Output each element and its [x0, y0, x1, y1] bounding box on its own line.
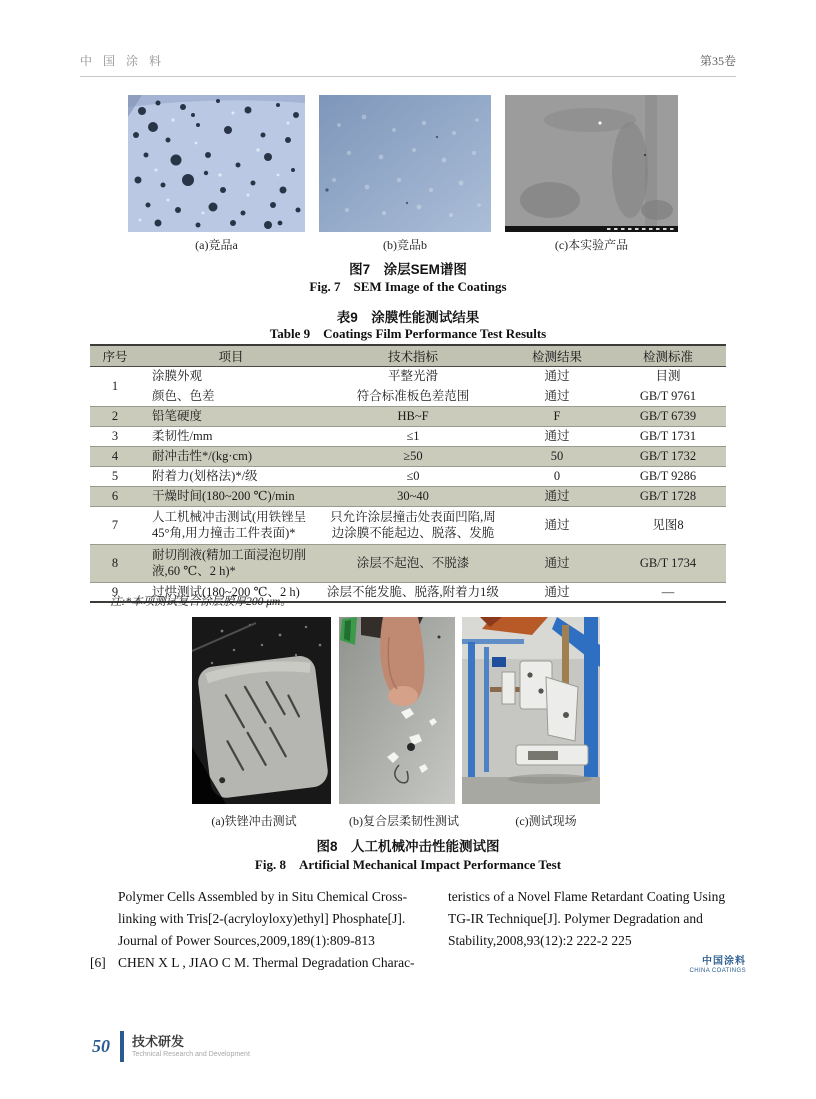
- col-header-no: 序号: [90, 345, 140, 366]
- cell-item: 耐冲击性*/(kg·cm): [140, 446, 322, 466]
- cell-result: 通过: [544, 369, 570, 384]
- table-row: [90, 386, 726, 406]
- china-coatings-logo: [448, 957, 750, 974]
- cell-no: 3: [90, 426, 140, 446]
- table-row: [90, 486, 726, 506]
- cell-result: 通过: [504, 426, 610, 446]
- cell-result: 通过: [504, 486, 610, 506]
- cell-item: 柔韧性/mm: [140, 426, 322, 446]
- journal-name: 中 国 涂 料: [80, 54, 166, 68]
- figure8-caption-zh: 图8 人工机械冲击性能测试图: [316, 839, 500, 854]
- table-row: [90, 466, 726, 486]
- fig7-label-b: (b)竞品b: [383, 238, 427, 252]
- reference-line: CHEN X L , JIAO C M. Thermal Degradation Charac-: [118, 955, 415, 970]
- cell-no: 7: [90, 506, 140, 544]
- cell-result: 通过: [504, 506, 610, 544]
- cell-standard: GB/T 1728: [610, 486, 726, 506]
- cell-result: 50: [504, 446, 610, 466]
- reference-line: Journal of Power Sources,2009,189(1):809-813: [118, 933, 375, 948]
- section-title-en: Technical Research and Development: [132, 1051, 250, 1058]
- table-row: [90, 506, 726, 544]
- photo-iron-file-impact-test: [192, 617, 331, 804]
- logo-zh-text: 中国涂料: [702, 956, 746, 967]
- cell-result: 通过: [504, 544, 610, 582]
- sem-image-experimental-product: [505, 95, 678, 232]
- photo-test-site: [462, 617, 600, 804]
- reference-line: Stability,2008,93(12):2 222-2 225: [448, 933, 632, 948]
- references-section: [90, 886, 750, 974]
- references-right-column: [448, 886, 750, 974]
- reference-line: linking with Tris[2-(acryloyloxy)ethyl] Phosphate[J].: [118, 911, 406, 926]
- reference-line: Polymer Cells Assembled by in Situ Chemical Cross-: [118, 889, 408, 904]
- table9-footnote: 注:*本项测试复合涂层膜厚200 μm。: [110, 596, 292, 608]
- figure8-images: [192, 617, 600, 804]
- cell-no: 4: [90, 446, 140, 466]
- cell-spec: 符合标准板色差范围: [356, 388, 470, 403]
- cell-no: 5: [90, 466, 140, 486]
- cell-spec: HB~F: [322, 406, 504, 426]
- table-row: [90, 406, 726, 426]
- performance-test-table: [90, 344, 726, 603]
- cell-result: 0: [504, 466, 610, 486]
- figure7-caption-en: Fig. 7 SEM Image of the Coatings: [309, 279, 507, 294]
- cell-no: 9: [90, 582, 140, 602]
- cell-item: 涂膜外观: [152, 369, 203, 384]
- cell-no: 1: [111, 378, 119, 393]
- cell-result: F: [504, 406, 610, 426]
- cell-no: 8: [90, 544, 140, 582]
- cell-standard: —: [610, 582, 726, 602]
- cell-spec: 涂层不起泡、不脱漆: [322, 544, 504, 582]
- cell-no: 6: [90, 486, 140, 506]
- table-row: [90, 446, 726, 466]
- fig8-label-b: (b)复合层柔韧性测试: [349, 814, 459, 828]
- cell-item: 铅笔硬度: [140, 406, 322, 426]
- col-header-item: 项目: [140, 345, 322, 366]
- sem-image-competitor-b: [319, 95, 491, 232]
- logo-en-text: CHINA COATINGS: [689, 967, 746, 974]
- cell-spec: 30~40: [322, 486, 504, 506]
- figure7-caption-zh: 图7 涂层SEM谱图: [349, 262, 467, 277]
- page-number: 50: [92, 1036, 110, 1056]
- cell-item: 颜色、色差: [152, 388, 215, 403]
- fig8-label-c: (c)测试现场: [515, 814, 577, 828]
- cell-item: 附着力(划格法)*/级: [140, 466, 322, 486]
- volume-label: 第35卷: [699, 54, 736, 68]
- references-left-column: [90, 886, 418, 974]
- reference-entry-6: [90, 952, 418, 974]
- cell-spec: ≤0: [322, 466, 504, 486]
- sem-image-competitor-a: [128, 95, 305, 232]
- page-footer: [92, 1031, 250, 1062]
- table9-title-en: Table 9 Coatings Film Performance Test Results: [269, 326, 547, 341]
- cell-standard: GB/T 1732: [610, 446, 726, 466]
- cell-standard: 见图8: [610, 506, 726, 544]
- table-row: [90, 544, 726, 582]
- cell-result: 通过: [504, 582, 610, 602]
- figure8-caption-en: Fig. 8 Artificial Mechanical Impact Performance Test: [254, 857, 562, 872]
- footer-divider-bar: [120, 1031, 124, 1062]
- cell-standard: 目测: [655, 369, 681, 384]
- cell-item: 耐切削液(精加工面浸泡切削液,60 ℃、2 h)*: [140, 544, 322, 582]
- figure8-image-labels: [177, 812, 615, 829]
- section-title: [132, 1031, 250, 1058]
- figure7-images: [128, 95, 678, 232]
- reference-line: teristics of a Novel Flame Retardant Coating Using: [448, 889, 726, 904]
- table-row: [90, 366, 726, 386]
- photo-composite-layer-flexibility-test: [339, 617, 455, 804]
- cell-spec: ≥50: [322, 446, 504, 466]
- cell-standard: GB/T 6739: [610, 406, 726, 426]
- section-title-zh: 技术研发: [132, 1034, 185, 1049]
- fig8-label-a: (a)铁锉冲击测试: [211, 814, 297, 828]
- col-header-result: 检测结果: [504, 345, 610, 366]
- cell-item: 人工机械冲击测试(用铁锉呈45°角,用力撞击工件表面)*: [140, 506, 322, 544]
- col-header-standard: 检测标准: [610, 345, 726, 366]
- cell-spec: 只允许涂层撞击处表面凹陷,周边涂膜不能起边、脱落、发脆: [322, 506, 504, 544]
- cell-item: 过烘测试(180~200 ℃、2 h): [140, 582, 322, 602]
- cell-spec: ≤1: [322, 426, 504, 446]
- cell-standard: GB/T 1731: [610, 426, 726, 446]
- cell-item: 干燥时间(180~200 ℃)/min: [140, 486, 322, 506]
- running-head: [80, 52, 736, 77]
- cell-no: 2: [90, 406, 140, 426]
- col-header-spec: 技术指标: [322, 345, 504, 366]
- table9-title-zh: 表9 涂膜性能测试结果: [336, 310, 480, 325]
- cell-standard: GB/T 1734: [610, 544, 726, 582]
- fig7-label-c: (c)本实验产品: [554, 238, 629, 252]
- cell-spec: 涂层不能发脆、脱落,附着力1级: [322, 582, 504, 602]
- cell-result: 通过: [544, 388, 570, 403]
- table-row: [90, 426, 726, 446]
- figure7-image-labels: [128, 236, 678, 253]
- cell-standard: GB/T 9761: [639, 388, 697, 403]
- fig7-label-a: (a)竞品a: [195, 238, 238, 252]
- table-header-row: [90, 345, 726, 366]
- reference-number: [6]: [90, 955, 106, 970]
- reference-line: TG-IR Technique[J]. Polymer Degradation and: [448, 911, 703, 926]
- cell-spec: 平整光滑: [387, 369, 438, 384]
- cell-standard: GB/T 9286: [610, 466, 726, 486]
